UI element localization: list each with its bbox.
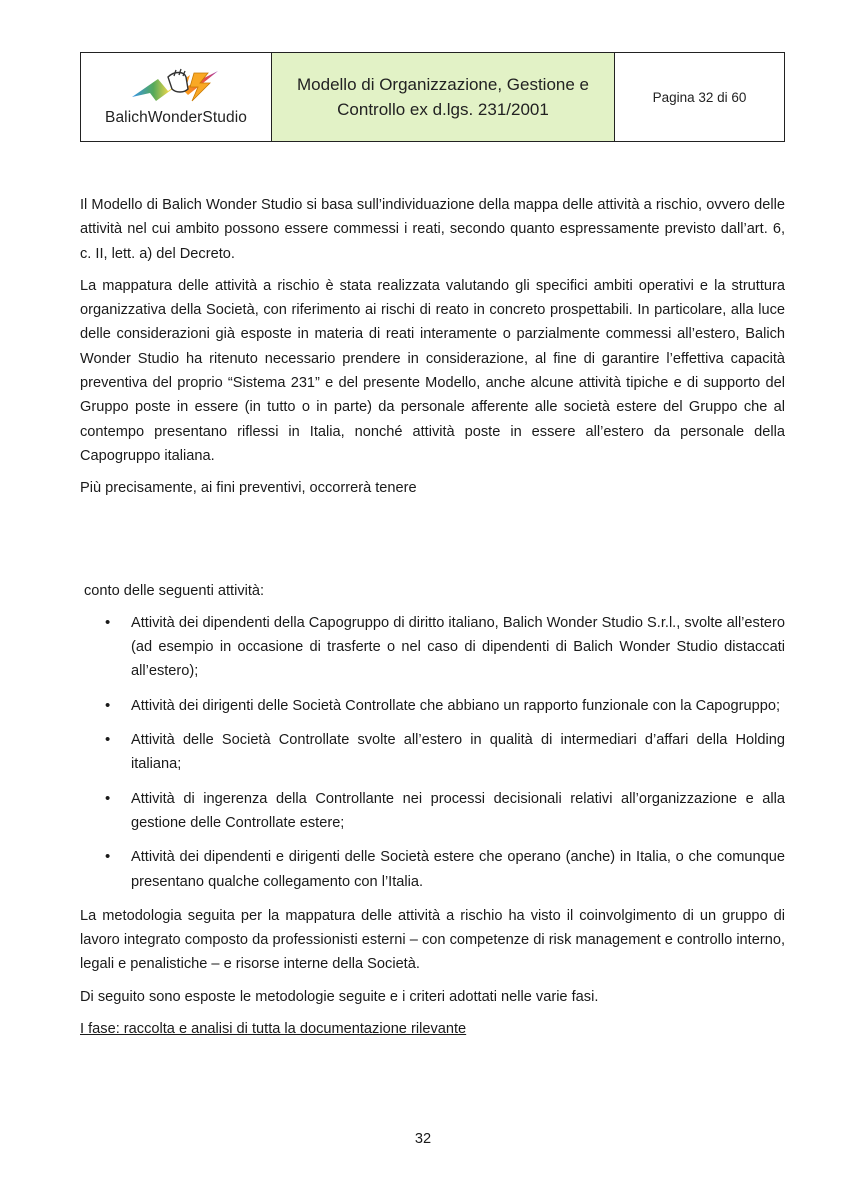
paragraph-5: La metodologia seguita per la mappatura delle attività a rischio ha visto il coinvolgimento di un gruppo di lavoro integrato composto da professionisti esterni – con competenze di risk management e controllo interno, legali e penalistiche – e risorse interne della Società. (80, 907, 785, 973)
paragraph-2: La mappatura delle attività a rischio è stata realizzata valutando gli specifici ambiti operativi e la struttura organizzativa della Società, con riferimento ai rischi di reato in concreto prospettabili. In particolare, alla luce delle considerazioni già esposte in materia di reati interamente o parzialmente commessi all’estero, Balich Wonder Studio ha ritenuto necessario prendere in considerazione, al fine di garantire l’effettiva capacità preventiva del proprio “Sistema 231” e del presente Modello, anche alcune attività tipiche e di supporto del Gruppo poste in essere (in tutto o in parte) da personale afferente alle società estere del Gruppo che al contempo presentano riflessi in Italia, nonché attività poste in essere all’estero da personale della Capogruppo italiana. (80, 277, 785, 464)
header-title-line-1: Modello di Organizzazione, Gestione e (297, 75, 589, 94)
page-indicator: Pagina 32 di 60 (652, 90, 747, 105)
bullet-icon: • (105, 731, 111, 749)
list-item (80, 787, 785, 836)
activities-list (80, 611, 785, 894)
header-title-line-2: Controllo ex d.lgs. 231/2001 (337, 100, 549, 119)
header-title (297, 72, 589, 122)
document-body (80, 193, 785, 1049)
header-title-cell (272, 53, 615, 141)
list-item (80, 845, 785, 894)
bullet-icon: • (105, 613, 111, 631)
paragraph-4: conto delle seguenti attività: (84, 582, 265, 599)
paragraph-1: Il Modello di Balich Wonder Studio si basa sull’individuazione della mappa delle attività a rischio, ovvero delle attività nel cui ambito possono essere commessi i reati, secondo quanto espressamente previsto dall’art. 6, c. II, lett. a) del Decreto. (80, 197, 785, 262)
page-indicator-cell (615, 53, 784, 141)
paragraph-6: Di seguito sono esposte le metodologie seguite e i criteri adottati nelle varie fasi. (80, 988, 599, 1005)
list-item-text: Attività dei dipendenti e dirigenti delle Società estere che operano (anche) in Italia, o che comunque presentano qualche collegamento con l’Italia. (131, 849, 785, 890)
list-item-text: Attività di ingerenza della Controllante nei processi decisionali relativi all’organizzazione e alla gestione delle Controllate estere; (131, 790, 785, 831)
list-item (80, 728, 785, 777)
paragraph-3: Più precisamente, ai fini preventivi, occorrerà tenere (80, 480, 417, 497)
list-item-text: Attività dei dipendenti della Capogruppo di diritto italiano, Balich Wonder Studio S.r.l., svolte all’estero (ad esempio in occasione di trasferte o nel caso di dipendenti di Balich Wonder Studio distaccati all’estero); (131, 614, 785, 680)
page-number: 32 (414, 1131, 432, 1147)
list-item-text: Attività dei dirigenti delle Società Controllate che abbiano un rapporto funzionale con la Capogruppo; (131, 697, 781, 714)
bullet-icon: • (105, 848, 111, 866)
document-header (80, 52, 785, 142)
section-heading: I fase: raccolta e analisi di tutta la documentazione rilevante (80, 1021, 467, 1038)
bullet-icon: • (105, 696, 111, 714)
list-item (80, 611, 785, 684)
blank-gap (80, 509, 785, 579)
list-item (80, 694, 785, 718)
logo-cell (81, 53, 272, 141)
list-item-text: Attività delle Società Controllate svolte all’estero in qualità di intermediari d’affari della Holding italiana; (131, 732, 785, 773)
bullet-icon: • (105, 789, 111, 807)
logo-text: BalichWonderStudio (105, 109, 247, 126)
rainbow-hand-lightning-logo-icon (128, 67, 224, 107)
